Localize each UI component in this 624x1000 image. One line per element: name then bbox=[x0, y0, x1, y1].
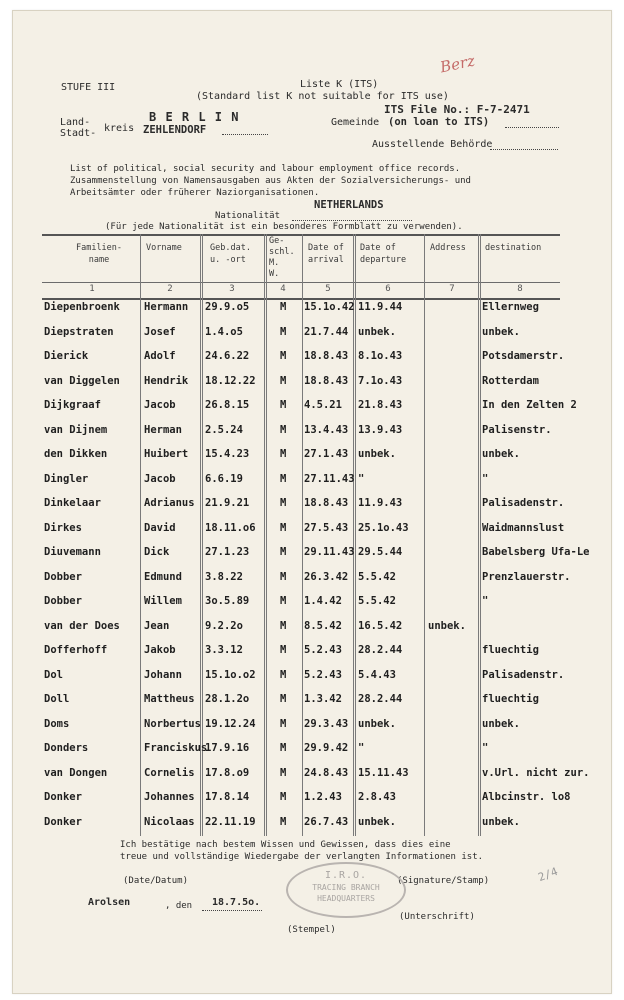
confirmation-line-1: Ich bestätige nach bestem Wissen und Gewissen, dass dies eine bbox=[120, 840, 451, 850]
table-cell: " bbox=[482, 595, 489, 607]
table-cell: 26.7.43 bbox=[304, 815, 349, 828]
table-cell: 24.6.22 bbox=[205, 350, 250, 362]
table-cell: M bbox=[280, 668, 287, 681]
behoerde-dots bbox=[490, 149, 558, 150]
table-cell: 5.2.43 bbox=[304, 668, 342, 681]
table-cell: Diepenbroenk bbox=[44, 301, 120, 313]
table-cell: 15.11.43 bbox=[358, 766, 409, 779]
table-cell: 21.7.44 bbox=[304, 325, 349, 338]
table-cell: Franciskus bbox=[144, 742, 208, 754]
table-cell: 22.11.19 bbox=[205, 815, 256, 828]
table-cell: Adrianus bbox=[144, 497, 195, 509]
table-cell: Dobber bbox=[44, 595, 82, 607]
table-cell: 27.1.43 bbox=[304, 448, 349, 460]
table-cell: M bbox=[280, 693, 287, 705]
table-row bbox=[42, 326, 560, 350]
table-cell: Diepstraten bbox=[44, 325, 114, 338]
table-cell: Johann bbox=[144, 668, 182, 681]
its-file-note: (on loan to ITS) bbox=[388, 116, 490, 128]
table-cell: 19.12.24 bbox=[205, 717, 256, 730]
its-file-number: ITS File No.: F-7-2471 bbox=[384, 103, 530, 116]
table-cell: Palisenstr. bbox=[482, 423, 552, 436]
table-cell: 11.9.43 bbox=[358, 497, 403, 509]
table-cell: Babelsberg Ufa-Le bbox=[482, 546, 590, 558]
table-cell: Hermann bbox=[144, 301, 189, 313]
table-row bbox=[42, 766, 590, 791]
table-cell: " bbox=[482, 742, 489, 754]
table-cell: Cornelis bbox=[144, 766, 195, 779]
table-cell: M bbox=[280, 350, 287, 362]
table-cell: 7.1o.43 bbox=[358, 374, 403, 387]
table-cell: unbek. bbox=[428, 619, 466, 632]
stamp-top-text: I.R.O. bbox=[324, 870, 368, 881]
table-top-rule bbox=[42, 234, 560, 236]
table-cell: 5.5.42 bbox=[358, 595, 396, 607]
table-cell: 26.3.42 bbox=[304, 570, 349, 583]
table-cell: Palisadenstr. bbox=[482, 497, 565, 509]
description-line-1: List of political, social security and labour employment office records. bbox=[70, 164, 461, 174]
table-row bbox=[42, 742, 560, 766]
table-cell: 17.8.14 bbox=[205, 791, 250, 803]
table-cell: Hendrik bbox=[144, 374, 189, 387]
table-cell: 13.4.43 bbox=[304, 423, 349, 436]
table-cell: Adolf bbox=[144, 350, 176, 362]
column-number: 3 bbox=[229, 284, 235, 294]
table-cell: Johannes bbox=[144, 791, 195, 803]
liste-title: Liste K (ITS) bbox=[300, 79, 379, 90]
gemeinde-dots bbox=[505, 127, 559, 128]
district-value: ZEHLENDORF bbox=[143, 124, 207, 136]
table-cell: 25.1o.43 bbox=[358, 521, 409, 534]
table-cell: Dierick bbox=[44, 350, 89, 362]
table-cell: 27.11.43 bbox=[304, 472, 355, 485]
table-row bbox=[42, 570, 571, 595]
table-cell: 21.9.21 bbox=[205, 497, 250, 509]
table-cell: 29.3.43 bbox=[304, 717, 349, 730]
column-number: 8 bbox=[517, 284, 523, 294]
column-header-gebdat: Geb.dat. u. -ort bbox=[210, 243, 251, 265]
column-number: 5 bbox=[325, 284, 331, 294]
table-cell: M bbox=[280, 815, 287, 828]
liste-subtitle: (Standard list K not suitable for ITS use) bbox=[196, 91, 449, 102]
table-cell: 2.8.43 bbox=[358, 791, 396, 803]
den-label: , den bbox=[165, 901, 193, 911]
stadt-label: Stadt- bbox=[60, 128, 97, 139]
table-cell: unbek. bbox=[482, 325, 520, 338]
table-cell: v.Url. nicht zur. bbox=[482, 766, 590, 779]
table-cell: 1.4.o5 bbox=[205, 325, 243, 338]
stufe-label: STUFE III bbox=[61, 82, 116, 93]
table-row bbox=[42, 693, 560, 717]
column-header-address: Address bbox=[430, 243, 466, 253]
table-cell: van Diggelen bbox=[44, 374, 120, 387]
stamp-mid-text: TRACING BRANCH bbox=[312, 883, 380, 892]
column-number: 1 bbox=[89, 284, 95, 294]
table-cell: M bbox=[280, 742, 287, 754]
table-cell: unbek. bbox=[358, 815, 396, 828]
table-cell: van Dongen bbox=[44, 766, 108, 779]
table-cell: Prenzlauerstr. bbox=[482, 570, 571, 583]
date-value: 18.7.5o. bbox=[212, 897, 261, 908]
table-cell: unbek. bbox=[358, 717, 396, 730]
table-cell: M bbox=[280, 570, 287, 583]
table-cell: 18.12.22 bbox=[205, 374, 256, 387]
table-cell: Dingler bbox=[44, 472, 89, 485]
table-cell: unbek. bbox=[482, 717, 520, 730]
table-cell: M bbox=[280, 717, 287, 730]
table-row bbox=[42, 473, 560, 497]
table-cell: Edmund bbox=[144, 570, 182, 583]
table-row bbox=[42, 718, 560, 742]
table-row bbox=[42, 644, 560, 668]
table-cell: Dol bbox=[44, 668, 63, 681]
table-cell: 1.2.43 bbox=[304, 791, 342, 803]
column-number: 6 bbox=[385, 284, 391, 294]
table-row bbox=[42, 668, 565, 693]
column-header-vorname: Vorname bbox=[146, 243, 182, 253]
table-cell: " bbox=[358, 472, 365, 485]
signature-caption: (Signature/Stamp) bbox=[397, 876, 490, 886]
date-caption: (Date/Datum) bbox=[123, 876, 189, 886]
margin-mark: 2/4 bbox=[536, 864, 560, 885]
table-cell: Palisadenstr. bbox=[482, 668, 565, 681]
table-row bbox=[42, 620, 560, 644]
table-cell: M bbox=[280, 644, 287, 656]
column-header-familienname: Familien- name bbox=[75, 243, 123, 265]
table-cell: Norbertus bbox=[144, 717, 201, 730]
table-cell: 21.8.43 bbox=[358, 399, 403, 411]
table-cell: 27.5.43 bbox=[304, 521, 349, 534]
stamp-bottom-text: HEADQUARTERS bbox=[317, 894, 375, 903]
table-cell: 28.1.2o bbox=[205, 693, 250, 705]
kreis-label: kreis bbox=[104, 123, 135, 134]
table-row bbox=[42, 497, 565, 521]
table-cell: 15.1o.42 bbox=[304, 301, 355, 313]
table-cell: " bbox=[482, 472, 489, 485]
table-row bbox=[42, 791, 571, 815]
table-cell: Doll bbox=[44, 693, 70, 705]
nationality-label: Nationalität bbox=[215, 211, 281, 221]
records-table bbox=[42, 234, 590, 836]
table-cell: 8.1o.43 bbox=[358, 350, 403, 362]
table-row bbox=[42, 816, 560, 840]
table-cell: 2.5.24 bbox=[205, 423, 243, 436]
table-cell: M bbox=[280, 766, 287, 779]
table-cell: 28.2.44 bbox=[358, 644, 403, 656]
column-header-destination: destination bbox=[485, 243, 542, 253]
table-cell: 5.5.42 bbox=[358, 570, 396, 583]
table-cell: Doms bbox=[44, 717, 70, 730]
table-row bbox=[42, 350, 565, 374]
table-cell: 16.5.42 bbox=[358, 619, 403, 632]
table-cell: Josef bbox=[144, 325, 176, 338]
table-cell: 27.1.23 bbox=[205, 546, 250, 558]
table-cell: Dinkelaar bbox=[44, 497, 101, 509]
gemeinde-label: Gemeinde bbox=[331, 117, 380, 128]
unterschrift-caption: (Unterschrift) bbox=[399, 912, 475, 922]
table-cell: Donker bbox=[44, 791, 82, 803]
table-cell: van der Does bbox=[44, 619, 120, 632]
table-cell: M bbox=[280, 497, 287, 509]
table-cell: M bbox=[280, 374, 287, 387]
table-cell: unbek. bbox=[482, 815, 520, 828]
table-row bbox=[42, 399, 577, 423]
table-cell: Jakob bbox=[144, 644, 176, 656]
table-cell: 15.1o.o2 bbox=[205, 668, 256, 681]
table-cell: Dofferhoff bbox=[44, 644, 108, 656]
land-label: Land- bbox=[60, 117, 91, 128]
table-cell: 18.8.43 bbox=[304, 350, 349, 362]
table-cell: Jacob bbox=[144, 472, 176, 485]
table-cell: Willem bbox=[144, 595, 182, 607]
description-line-2: Zusammenstellung von Namensausgaben aus Akten der Sozialversicherungs- und bbox=[70, 176, 471, 186]
table-cell: M bbox=[280, 472, 287, 485]
table-cell: M bbox=[280, 791, 287, 803]
table-row bbox=[42, 595, 560, 619]
table-cell: fluechtig bbox=[482, 644, 539, 656]
table-cell: 17.9.16 bbox=[205, 742, 250, 754]
table-cell: 3.8.22 bbox=[205, 570, 243, 583]
column-header-geschl: Ge- schl. M. W. bbox=[269, 236, 295, 279]
table-cell: van Dijnem bbox=[44, 423, 108, 436]
city-value: B E R L I N bbox=[149, 110, 240, 124]
table-cell: 18.11.o6 bbox=[205, 521, 256, 534]
table-cell: M bbox=[280, 619, 287, 632]
table-cell: 3.3.12 bbox=[205, 644, 243, 656]
table-row bbox=[42, 301, 560, 325]
table-cell: 8.5.42 bbox=[304, 619, 342, 632]
stempel-caption: (Stempel) bbox=[287, 925, 336, 935]
column-number: 4 bbox=[280, 284, 286, 294]
table-cell: Dirkes bbox=[44, 521, 82, 534]
table-cell: Potsdamerstr. bbox=[482, 350, 565, 362]
table-cell: Rotterdam bbox=[482, 374, 539, 387]
office-stamp bbox=[286, 862, 406, 918]
table-row bbox=[42, 521, 565, 546]
table-cell: 17.8.o9 bbox=[205, 766, 250, 779]
table-cell: Dobber bbox=[44, 570, 82, 583]
table-cell: unbek. bbox=[482, 448, 520, 460]
table-cell: 29.9.42 bbox=[304, 742, 349, 754]
place-value: Arolsen bbox=[88, 897, 131, 908]
table-cell: Ellernweg bbox=[482, 301, 539, 313]
table-cell: 24.8.43 bbox=[304, 766, 349, 779]
table-cell: Diuvemann bbox=[44, 546, 101, 558]
table-cell: 1.3.42 bbox=[304, 693, 342, 705]
table-cell: 26.8.15 bbox=[205, 399, 250, 411]
table-cell: Nicolaas bbox=[144, 815, 195, 828]
table-cell: unbek. bbox=[358, 448, 396, 460]
table-cell: 29.11.43 bbox=[304, 546, 355, 558]
table-row bbox=[42, 448, 560, 472]
table-cell: 6.6.19 bbox=[205, 472, 243, 485]
table-cell: 5.4.43 bbox=[358, 668, 396, 681]
date-dots bbox=[202, 910, 262, 911]
column-number: 2 bbox=[167, 284, 173, 294]
nationality-note: (Für jede Nationalität ist ein besonderes Formblatt zu verwenden). bbox=[105, 222, 463, 232]
handwritten-mark: Berz bbox=[438, 51, 477, 77]
column-header-departure: Date of departure bbox=[360, 243, 407, 265]
table-row bbox=[42, 375, 560, 399]
table-cell: Dijkgraaf bbox=[44, 399, 101, 411]
table-cell: M bbox=[280, 546, 287, 558]
table-cell: Albcinstr. lo8 bbox=[482, 791, 571, 803]
nationality-dots bbox=[292, 220, 412, 221]
table-cell: unbek. bbox=[358, 325, 396, 338]
table-cell: 15.4.23 bbox=[205, 448, 250, 460]
confirmation-line-2: treue und vollständige Wiedergabe der verlangten Informationen ist. bbox=[120, 852, 484, 862]
table-cell: 5.2.43 bbox=[304, 644, 342, 656]
table-cell: 18.8.43 bbox=[304, 497, 349, 509]
colnum-rule bbox=[42, 298, 560, 300]
table-cell: Dick bbox=[144, 546, 170, 558]
description-line-3: Arbeitsämter oder früherer Naziorganisationen. bbox=[70, 188, 320, 198]
table-cell: 3o.5.89 bbox=[205, 595, 250, 607]
table-cell: M bbox=[280, 399, 287, 411]
table-cell: 4.5.21 bbox=[304, 399, 342, 411]
table-cell: 9.2.2o bbox=[205, 619, 243, 632]
behoerde-label: Ausstellende Behörde bbox=[372, 139, 493, 150]
table-cell: Jean bbox=[144, 619, 170, 632]
table-cell: Donker bbox=[44, 815, 82, 828]
header-rule bbox=[42, 282, 560, 283]
table-cell: M bbox=[280, 595, 287, 607]
table-cell: M bbox=[280, 448, 287, 460]
table-row bbox=[42, 424, 560, 448]
table-cell: den Dikken bbox=[44, 448, 108, 460]
table-cell: 29.9.o5 bbox=[205, 301, 250, 313]
table-cell: Mattheus bbox=[144, 693, 195, 705]
table-cell: 28.2.44 bbox=[358, 693, 403, 705]
table-cell: M bbox=[280, 301, 287, 313]
table-cell: 1.4.42 bbox=[304, 595, 342, 607]
column-number: 7 bbox=[449, 284, 455, 294]
table-cell: Herman bbox=[144, 423, 182, 436]
table-cell: 13.9.43 bbox=[358, 423, 403, 436]
table-cell: Jacob bbox=[144, 399, 176, 411]
table-cell: Donders bbox=[44, 742, 89, 754]
table-row bbox=[42, 546, 590, 570]
table-cell: fluechtig bbox=[482, 693, 539, 705]
table-cell: Waidmannslust bbox=[482, 521, 565, 534]
table-cell: " bbox=[358, 742, 365, 754]
table-cell: 18.8.43 bbox=[304, 374, 349, 387]
table-cell: In den Zelten 2 bbox=[482, 399, 577, 411]
table-cell: M bbox=[280, 325, 287, 338]
table-cell: Huibert bbox=[144, 448, 189, 460]
column-header-arrival: Date of arrival bbox=[308, 243, 344, 265]
table-cell: 11.9.44 bbox=[358, 301, 403, 313]
table-cell: David bbox=[144, 521, 176, 534]
district-dots bbox=[222, 134, 268, 135]
table-cell: M bbox=[280, 423, 287, 436]
nationality-value: NETHERLANDS bbox=[314, 199, 384, 211]
table-cell: 29.5.44 bbox=[358, 546, 403, 558]
table-cell: M bbox=[280, 521, 287, 534]
